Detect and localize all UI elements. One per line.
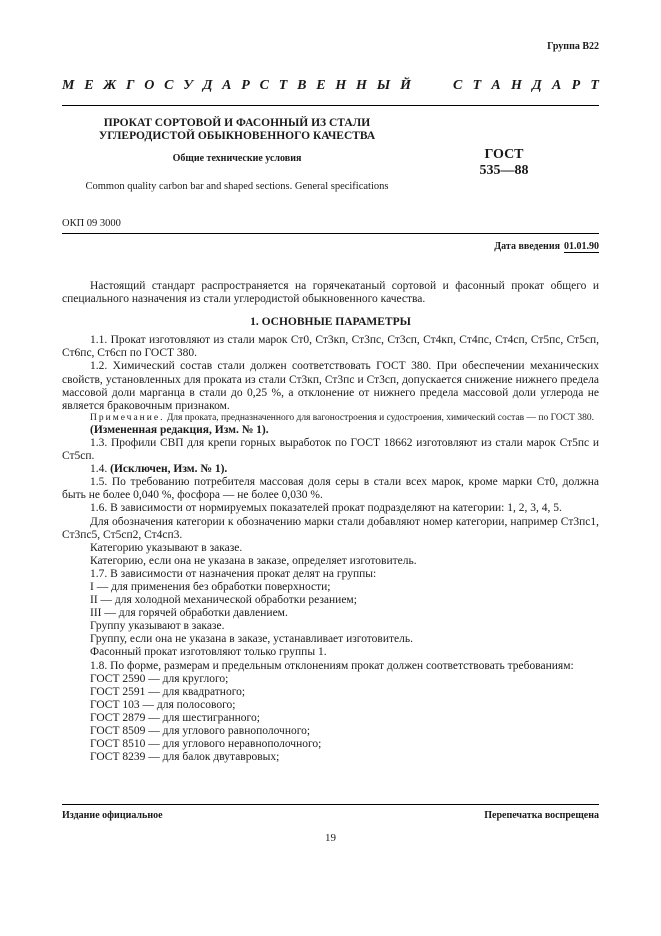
banner-letter: В — [297, 78, 307, 93]
section-heading: 1. ОСНОВНЫЕ ПАРАМЕТРЫ — [250, 316, 411, 329]
banner-letter: Н — [356, 78, 367, 93]
document-title: ПРОКАТ СОРТОВОЙ И ФАСОННЫЙ ИЗ СТАЛИ УГЛЕРОДИСТОЙ ОБЫКНОВЕННОГО КАЧЕСТВА — [98, 117, 376, 142]
clause-1-5: 1.5. По требованию потребителя массовая доля серы в стали всех марок, кроме марки Ст0, должна быть не более 0,040 %, фосфора — не более 0,030 %. — [62, 476, 599, 502]
okp-code: ОКП 09 3000 — [62, 218, 121, 229]
clause-1-4 — [62, 463, 599, 476]
clause-1-4-text: (Исключен, Изм. № 1). — [110, 463, 228, 476]
banner-letter: А — [222, 78, 232, 93]
banner-letter: Й — [400, 78, 411, 93]
clause-1-6: 1.6. В зависимости от нормируемых показателей прокат подразделяют на категории: 1, 2, 3, 4, 5. — [90, 502, 562, 515]
banner-letter: Т — [472, 78, 482, 93]
banner-letter: Ы — [376, 78, 391, 93]
banner-letter: Н — [335, 78, 347, 93]
banner-letter: Ж — [103, 78, 117, 93]
okp-rule — [62, 233, 599, 234]
document-body — [62, 280, 599, 764]
standards-list — [62, 673, 599, 765]
banner-letter: Е — [316, 78, 326, 93]
banner-letter: Р — [241, 78, 250, 93]
date-value: 01.01.90 — [564, 241, 599, 252]
english-title: Common quality carbon bar and shaped sections. General specifications — [85, 181, 389, 192]
clause-1-2: 1.2. Химический состав стали должен соответствовать ГОСТ 380. При обеспечении механических свойств, установленных для проката из стали Ст3кп, Ст3пс и Ст3сп, допускается снижение нижнего предела массовой доли марганца в стали до 0,25 %, а отклонение от нижнего предела массовой доли углерода не является браковочным признаком. — [62, 360, 599, 412]
banner-letter: У — [183, 78, 194, 93]
introduction-date — [494, 241, 599, 252]
standard-item: ГОСТ 2591 — для квадратного; — [90, 685, 246, 698]
banner-letter: С — [453, 78, 463, 93]
clause-1-7: 1.7. В зависимости от назначения прокат делят на группы: — [90, 567, 377, 580]
clause-1-7-default: Группу, если она не указана в заказе, устанавливает изготовитель. — [90, 633, 413, 646]
gost-number: 535—88 — [479, 163, 529, 178]
clause-1-6-designation: Для обозначения категории к обозначению марки стали добавляют номер категории, например Ст3пс1, Ст3пс5, Ст5сп2, Ст4сп3. — [62, 515, 599, 541]
note-label: Примечание. — [90, 412, 165, 423]
banner-letter: Н — [511, 78, 522, 93]
note — [62, 413, 599, 424]
banner-letter: Г — [126, 78, 135, 93]
banner-word-standard — [453, 78, 599, 94]
clause-1-4-number: 1.4. — [90, 463, 108, 476]
banner-letter: А — [551, 78, 562, 93]
document-subtitle: Общие технические условия — [172, 153, 302, 164]
banner-letter: Т — [278, 78, 288, 93]
banner-letter: Д — [202, 78, 213, 93]
banner-letter: Т — [590, 78, 599, 93]
note-text: Для проката, предназначенного для вагоностроения и судостроения, химический состав — по ГОСТ 380. — [166, 412, 594, 423]
banner-letter: С — [164, 78, 174, 93]
clause-1-1: 1.1. Прокат изготовляют из стали марок Ст0, Ст3кп, Ст3пс, Ст3сп, Ст4кп, Ст4пс, Ст4сп, Ст5пс, Ст5сп, Ст6пс, Ст6сп по ГОСТ 380. — [62, 334, 599, 360]
banner-letter: Д — [532, 78, 542, 93]
clause-1-6-default: Категорию, если она не указана в заказе, определяет изготовитель. — [90, 554, 417, 567]
clause-1-3: 1.3. Профили СВП для крепи горных выработок по ГОСТ 18662 изготовляют из стали марок Ст5пс и Ст5сп. — [62, 436, 599, 463]
group-code: Группа В22 — [547, 41, 599, 52]
interstate-standard-banner — [62, 76, 599, 96]
header-rule — [62, 105, 599, 106]
date-label: Дата введения — [494, 241, 560, 252]
group-item: III — для горячей обработки давлением. — [90, 607, 288, 620]
clause-1-7-order: Группу указывают в заказе. — [90, 620, 225, 633]
gost-designation — [452, 147, 556, 179]
reprint-prohibited: Перепечатка воспрещена — [484, 810, 599, 821]
clause-1-7-shaped: Фасонный прокат изготовляют только группы 1. — [90, 646, 327, 659]
standard-item: ГОСТ 8510 — для углового неравнополочного; — [90, 738, 322, 751]
banner-letter: С — [259, 78, 269, 93]
banner-letter: М — [62, 78, 75, 93]
standard-item: ГОСТ 2879 — для шестигранного; — [90, 711, 260, 724]
clause-1-6-order: Категорию указывают в заказе. — [90, 541, 243, 554]
edition-note: (Измененная редакция, Изм. № 1). — [90, 423, 269, 436]
banner-letter: Р — [571, 78, 581, 93]
standard-item: ГОСТ 2590 — для круглого; — [90, 672, 229, 685]
page-number: 19 — [325, 832, 336, 844]
intro-paragraph: Настоящий стандарт распространяется на горячекатаный сортовой и фасонный прокат общего и специального назначения из стали углеродистой обыкновенного качества. — [62, 280, 599, 306]
group-item: II — для холодной механической обработки резанием; — [90, 594, 357, 607]
standard-item: ГОСТ 103 — для полосового; — [90, 698, 236, 711]
banner-letter: А — [491, 78, 501, 93]
official-edition: Издание официальное — [62, 810, 163, 821]
banner-letter: О — [144, 78, 155, 93]
banner-word-interstate — [62, 78, 411, 94]
groups-list — [62, 581, 599, 620]
standard-item: ГОСТ 8239 — для балок двутавровых; — [90, 751, 280, 764]
group-item: I — для применения без обработки поверхности; — [90, 580, 331, 593]
footer-rule — [62, 804, 599, 805]
standard-item: ГОСТ 8509 — для углового равнополочного; — [90, 725, 311, 737]
gost-label: ГОСТ — [484, 147, 524, 162]
clause-1-8: 1.8. По форме, размерам и предельным отклонениям прокат должен соответствовать требованиям: — [90, 659, 574, 672]
banner-letter: Е — [84, 78, 94, 93]
